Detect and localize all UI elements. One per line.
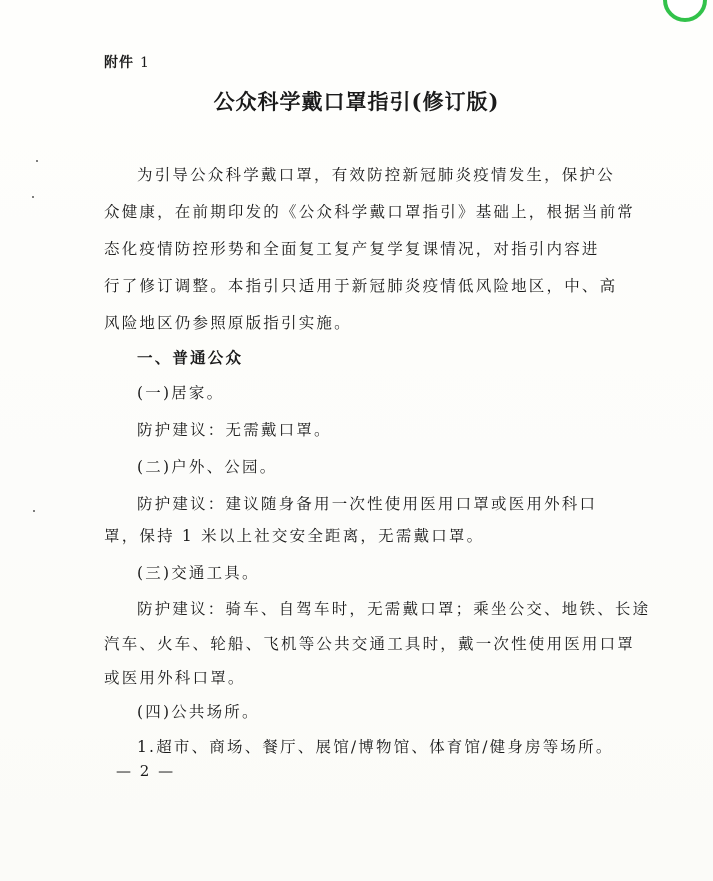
subsection-heading-transport: (三)交通工具。 [137, 564, 260, 582]
advice-outdoor-line-2: 罩，保持 1 米以上社交安全距离，无需戴口罩。 [104, 527, 485, 545]
page-number: — 2 — [116, 762, 176, 780]
scan-speck [36, 160, 38, 162]
intro-line-4: 行了修订调整。本指引只适用于新冠肺炎疫情低风险地区，中、高 [104, 277, 618, 295]
advice-transport-line-3: 或医用外科口罩。 [104, 669, 246, 687]
subsection-heading-home: (一)居家。 [137, 384, 225, 402]
scan-speck [33, 510, 35, 512]
subsection-heading-outdoor: (二)户外、公园。 [137, 458, 278, 476]
intro-line-2: 众健康，在前期印发的《公众科学戴口罩指引》基础上，根据当前常 [104, 203, 636, 221]
document-title: 公众科学戴口罩指引(修订版) [213, 89, 500, 114]
subsection-heading-public-places: (四)公共场所。 [137, 703, 260, 721]
intro-line-1: 为引导公众科学戴口罩，有效防控新冠肺炎疫情发生，保护公 [137, 166, 615, 184]
attachment-label [104, 52, 150, 72]
advice-transport-line-1: 防护建议：骑车、自驾车时，无需戴口罩；乘坐公交、地铁、长途 [137, 600, 651, 618]
attachment-number: 1 [140, 55, 150, 71]
attachment-label-text: 附件 [104, 55, 134, 71]
public-places-item-1: 1.超市、商场、餐厅、展馆/博物馆、体育馆/健身房等场所。 [137, 738, 614, 756]
intro-line-3: 态化疫情防控形势和全面复工复产复学复课情况，对指引内容进 [104, 240, 600, 258]
advice-outdoor-line-1: 防护建议：建议随身备用一次性使用医用口罩或医用外科口 [137, 495, 598, 513]
advice-home: 防护建议：无需戴口罩。 [137, 421, 332, 439]
corner-badge-icon [663, 0, 707, 22]
section-heading-general-public: 一、普通公众 [137, 348, 244, 367]
advice-transport-line-2: 汽车、火车、轮船、飞机等公共交通工具时，戴一次性使用医用口罩 [104, 635, 636, 653]
scan-speck [32, 196, 34, 198]
intro-line-5: 风险地区仍参照原版指引实施。 [104, 314, 352, 332]
